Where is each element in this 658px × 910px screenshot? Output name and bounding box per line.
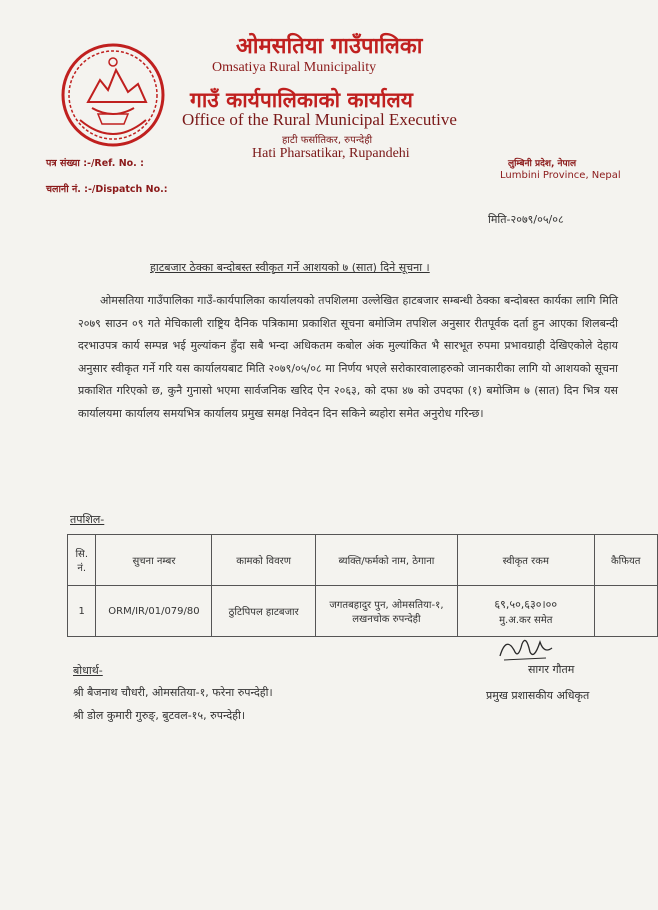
table-header-row xyxy=(68,535,658,586)
amount-note: मु.अ.कर समेत xyxy=(499,614,553,626)
address-nepali: हाटी फर्सातिकर, रुपन्देही xyxy=(282,135,373,146)
municipality-name-english: Omsatiya Rural Municipality xyxy=(212,60,377,75)
letter-body: ओमसतिया गाउँपालिका गाउँ-कार्यपालिका कार्यालयको तपशिलमा उल्लेखित हाटबजार सम्बन्धी ठेक्का बन्दोबस्त कार्यका लागि मिति २०७९ साउन ०९ गते मेचिकाली राष्ट्रिय दैनिक पत्रिकामा प्रकाशित सूचना बमोजिम तपशिल अनुसार रीतपूर्वक दर्ता हुन आएका शिलबन्दी दरभाउपत्र कार्य सम्पन्न भई मुल्यांकन हुँदा सबै भन्दा अधिकतम कबोल अंक मुल्यांकित भै सारभूत रुपमा प्रभावग्राही देखिएकोले देहाय अनुसार स्वीकृत गर्ने गरि यस कार्यालयबाट मिति २०७९/०५/०८ मा निर्णय भए‍ले सरोकारवालाहरुको जानकारीका लागि यो आशयको सूचना प्रकाशित गरिएको छ, कुनै गुनासो भएमा सार्वजनिक खरिद ऐन २०६३, को दफा ४७ को उपदफा (१) बमोजिम ७ (सात) दिन भित्र यस कार्यालयमा कार्यालय समयभित्र कार्यालय प्रमुख समक्ष निवेदन दिन सकिने ब्यहोरा समेत अनुरोध गरिन्छ। xyxy=(78,294,618,420)
office-name-english: Office of the Rural Municipal Executive xyxy=(182,110,457,129)
signatory-name: सागर गौतम xyxy=(528,663,575,676)
reference-number-label: पत्र संख्या :-/Ref. No. : xyxy=(46,158,144,169)
province-english: Lumbini Province, Nepal xyxy=(500,170,621,181)
header-serial: सि. नं. xyxy=(68,535,96,586)
cc-title: बोधार्थ- xyxy=(73,664,103,677)
header-approved-amount: स्वीकृत रकम xyxy=(458,535,594,586)
office-name-nepali: गाउँ कार्यपालिकाको कार्यालय xyxy=(190,88,413,112)
cell-work-description: ठुटिपिपल हाटबजार xyxy=(212,586,315,637)
address-english: Hati Pharsatikar, Rupandehi xyxy=(252,146,410,161)
header-notice-number: सुचना नम्बर xyxy=(96,535,212,586)
header-remarks: कैफियत xyxy=(594,535,658,586)
table-title: तपशिल- xyxy=(70,513,105,526)
header-name-address: ब्यक्ति/फर्मको नाम, ठेगाना xyxy=(315,535,457,586)
cell-approved-amount xyxy=(458,586,594,637)
municipality-emblem-icon xyxy=(58,40,168,150)
signatory-title: प्रमुख प्रशासकीय अधिकृत xyxy=(486,689,590,702)
letter-subject: हाटबजार ठेक्का बन्दोबस्त स्वीकृत गर्ने आशयको ७ (सात) दिने सूचना । xyxy=(150,261,430,274)
municipality-name-nepali: ओमसतिया गाउँपालिका xyxy=(236,34,423,59)
cell-name-address: जगतबहादुर पुन, ओमसतिया-१, लखनचोक रुपन्देही xyxy=(315,586,457,637)
cell-notice-number: ORM/IR/01/079/80 xyxy=(96,586,212,637)
cell-serial: 1 xyxy=(68,586,96,637)
cc-item: श्री बैजनाथ चौधरी, ओमसतिया-१, फरेना रुपन्देही। xyxy=(73,686,273,699)
header-work-description: कामको विवरण xyxy=(212,535,315,586)
amount-value: ६९,५०,६३०।०० xyxy=(494,597,558,611)
dispatch-number-label: चलानी नं. :-/Dispatch No.: xyxy=(46,184,168,195)
cell-remarks xyxy=(594,586,658,637)
province-nepali: लुम्बिनी प्रदेश, नेपाल xyxy=(508,159,577,169)
table-row xyxy=(68,586,658,637)
cc-item: श्री डोल कुमारी गुरुङ्, बुटवल-१५, रुपन्देही। xyxy=(73,709,246,722)
letter-date: मिति-२०७९/०५/०८ xyxy=(488,213,564,226)
details-table xyxy=(67,534,658,637)
